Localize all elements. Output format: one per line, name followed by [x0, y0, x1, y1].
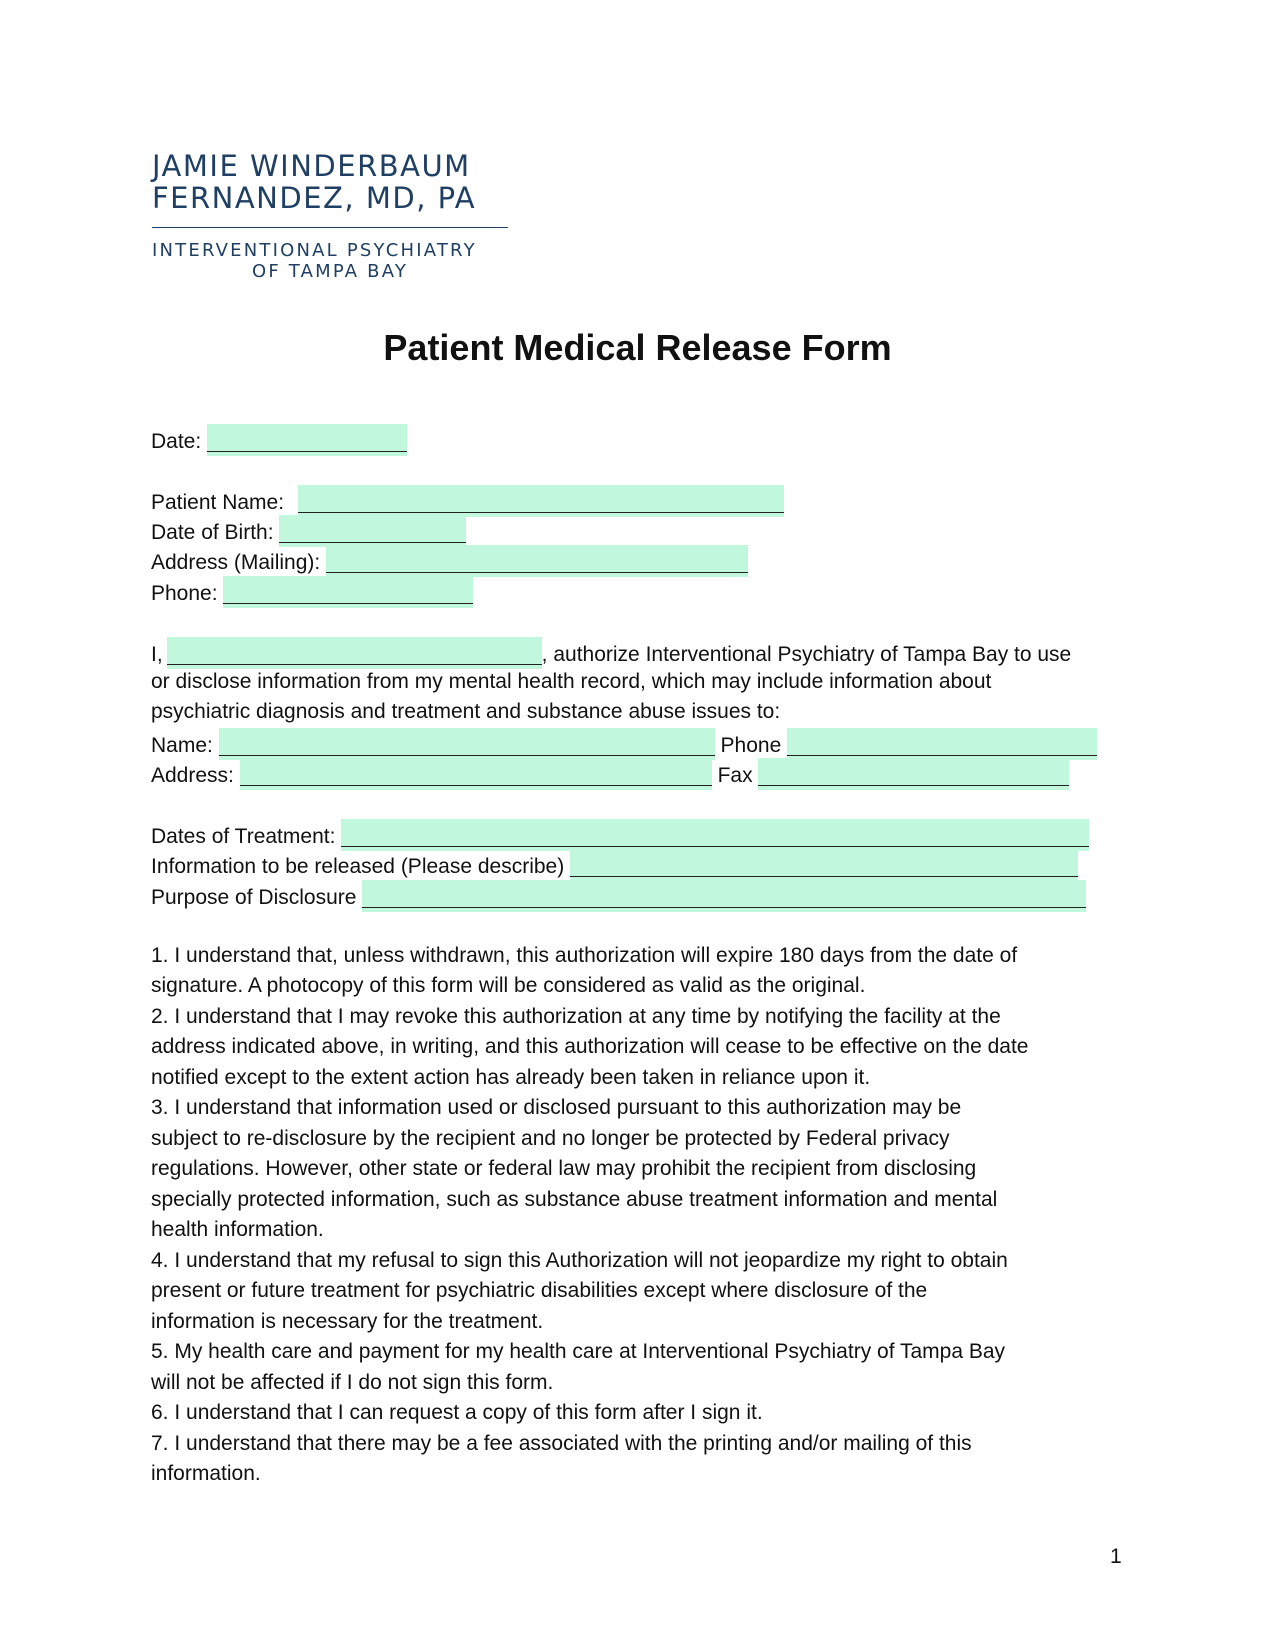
recipient-address-label: Address: — [151, 764, 234, 787]
term-line: 7. I understand that there may be a fee associated with the printing and/or mailing of this — [151, 1432, 972, 1455]
authorization-prefix: I, — [151, 643, 163, 666]
logo-line-4: OF TAMPA BAY — [251, 262, 409, 278]
term-line: 2. I understand that I may revoke this authorization at any time by notifying the facility at the — [151, 1005, 1001, 1028]
date-label: Date: — [151, 430, 202, 453]
logo-line-2: FERNANDEZ, MD, PA — [152, 181, 477, 215]
authorization-line-3: psychiatric diagnosis and treatment and substance abuse issues to: — [151, 700, 781, 723]
term-line: signature. A photocopy of this form will be considered as valid as the original. — [151, 974, 866, 997]
term-line: information is necessary for the treatment. — [151, 1310, 544, 1333]
information-released-label: Information to be released (Please describe) — [151, 855, 565, 878]
dates-of-treatment-label: Dates of Treatment: — [151, 825, 336, 848]
authorization-line-1 — [151, 637, 1071, 670]
term-line: information. — [151, 1462, 261, 1485]
term-line: regulations. However, other state or federal law may prohibit the recipient from disclosing — [151, 1157, 977, 1180]
term-line: subject to re-disclosure by the recipient and no longer be protected by Federal privacy — [151, 1127, 950, 1150]
patient-name-row — [151, 485, 784, 518]
authorizer-name-field[interactable] — [167, 637, 542, 669]
term-line: 4. I understand that my refusal to sign this Authorization will not jeopardize my right to obtain — [151, 1249, 1008, 1272]
dates-of-treatment-field[interactable] — [341, 819, 1089, 851]
term-line: 3. I understand that information used or disclosed pursuant to this authorization may be — [151, 1096, 962, 1119]
recipient-address-row — [151, 758, 1069, 791]
recipient-name-label: Name: — [151, 734, 213, 757]
logo-line-1: JAMIE WINDERBAUM — [152, 149, 471, 183]
dob-row — [151, 515, 466, 548]
dates-of-treatment-row — [151, 819, 1089, 852]
logo-line-3: INTERVENTIONAL PSYCHIATRY — [152, 240, 477, 261]
term-line: 5. My health care and payment for my health care at Interventional Psychiatry of Tampa Bay — [151, 1340, 1006, 1363]
recipient-name-row — [151, 728, 1097, 761]
date-row — [151, 424, 407, 457]
information-released-row — [151, 849, 1078, 882]
term-line: 6. I understand that I can request a copy of this form after I sign it. — [151, 1401, 763, 1424]
information-released-field[interactable] — [570, 849, 1078, 881]
phone-row — [151, 576, 473, 609]
term-line: specially protected information, such as substance abuse treatment information and mental — [151, 1188, 998, 1211]
mailing-address-label: Address (Mailing): — [151, 551, 321, 574]
dob-field[interactable] — [279, 515, 466, 547]
recipient-address-field[interactable] — [240, 758, 712, 790]
date-field[interactable] — [207, 424, 407, 456]
form-title: Patient Medical Release Form — [383, 327, 892, 368]
term-line: notified except to the extent action has already been taken in reliance upon it. — [151, 1066, 871, 1089]
phone-label: Phone: — [151, 582, 218, 605]
page-number: 1 — [1110, 1545, 1122, 1568]
recipient-name-field[interactable] — [219, 728, 715, 760]
mailing-address-row — [151, 545, 748, 578]
purpose-row — [151, 880, 1086, 913]
authorization-suffix: , authorize Interventional Psychiatry of Tampa Bay to use — [541, 643, 1072, 666]
purpose-field[interactable] — [362, 880, 1086, 912]
recipient-phone-field[interactable] — [787, 728, 1097, 760]
patient-name-field[interactable] — [298, 485, 784, 517]
recipient-phone-label: Phone — [720, 734, 782, 757]
term-line: address indicated above, in writing, and this authorization will cease to be effective on the date — [151, 1035, 1029, 1058]
term-line: will not be affected if I do not sign this form. — [151, 1371, 554, 1394]
term-line: 1. I understand that, unless withdrawn, this authorization will expire 180 days from the date of — [151, 944, 1018, 967]
patient-name-label: Patient Name: — [151, 491, 285, 514]
logo-divider — [152, 227, 508, 228]
recipient-fax-field[interactable] — [758, 758, 1069, 790]
term-line: present or future treatment for psychiatric disabilities except where disclosure of the — [151, 1279, 928, 1302]
phone-field[interactable] — [223, 576, 473, 608]
dob-label: Date of Birth: — [151, 521, 274, 544]
term-line: health information. — [151, 1218, 324, 1241]
mailing-address-field[interactable] — [326, 545, 748, 577]
practice-logo — [152, 150, 508, 278]
recipient-fax-label: Fax — [717, 764, 753, 787]
purpose-label: Purpose of Disclosure — [151, 886, 357, 909]
authorization-line-2: or disclose information from my mental health record, which may include information about — [151, 670, 992, 693]
